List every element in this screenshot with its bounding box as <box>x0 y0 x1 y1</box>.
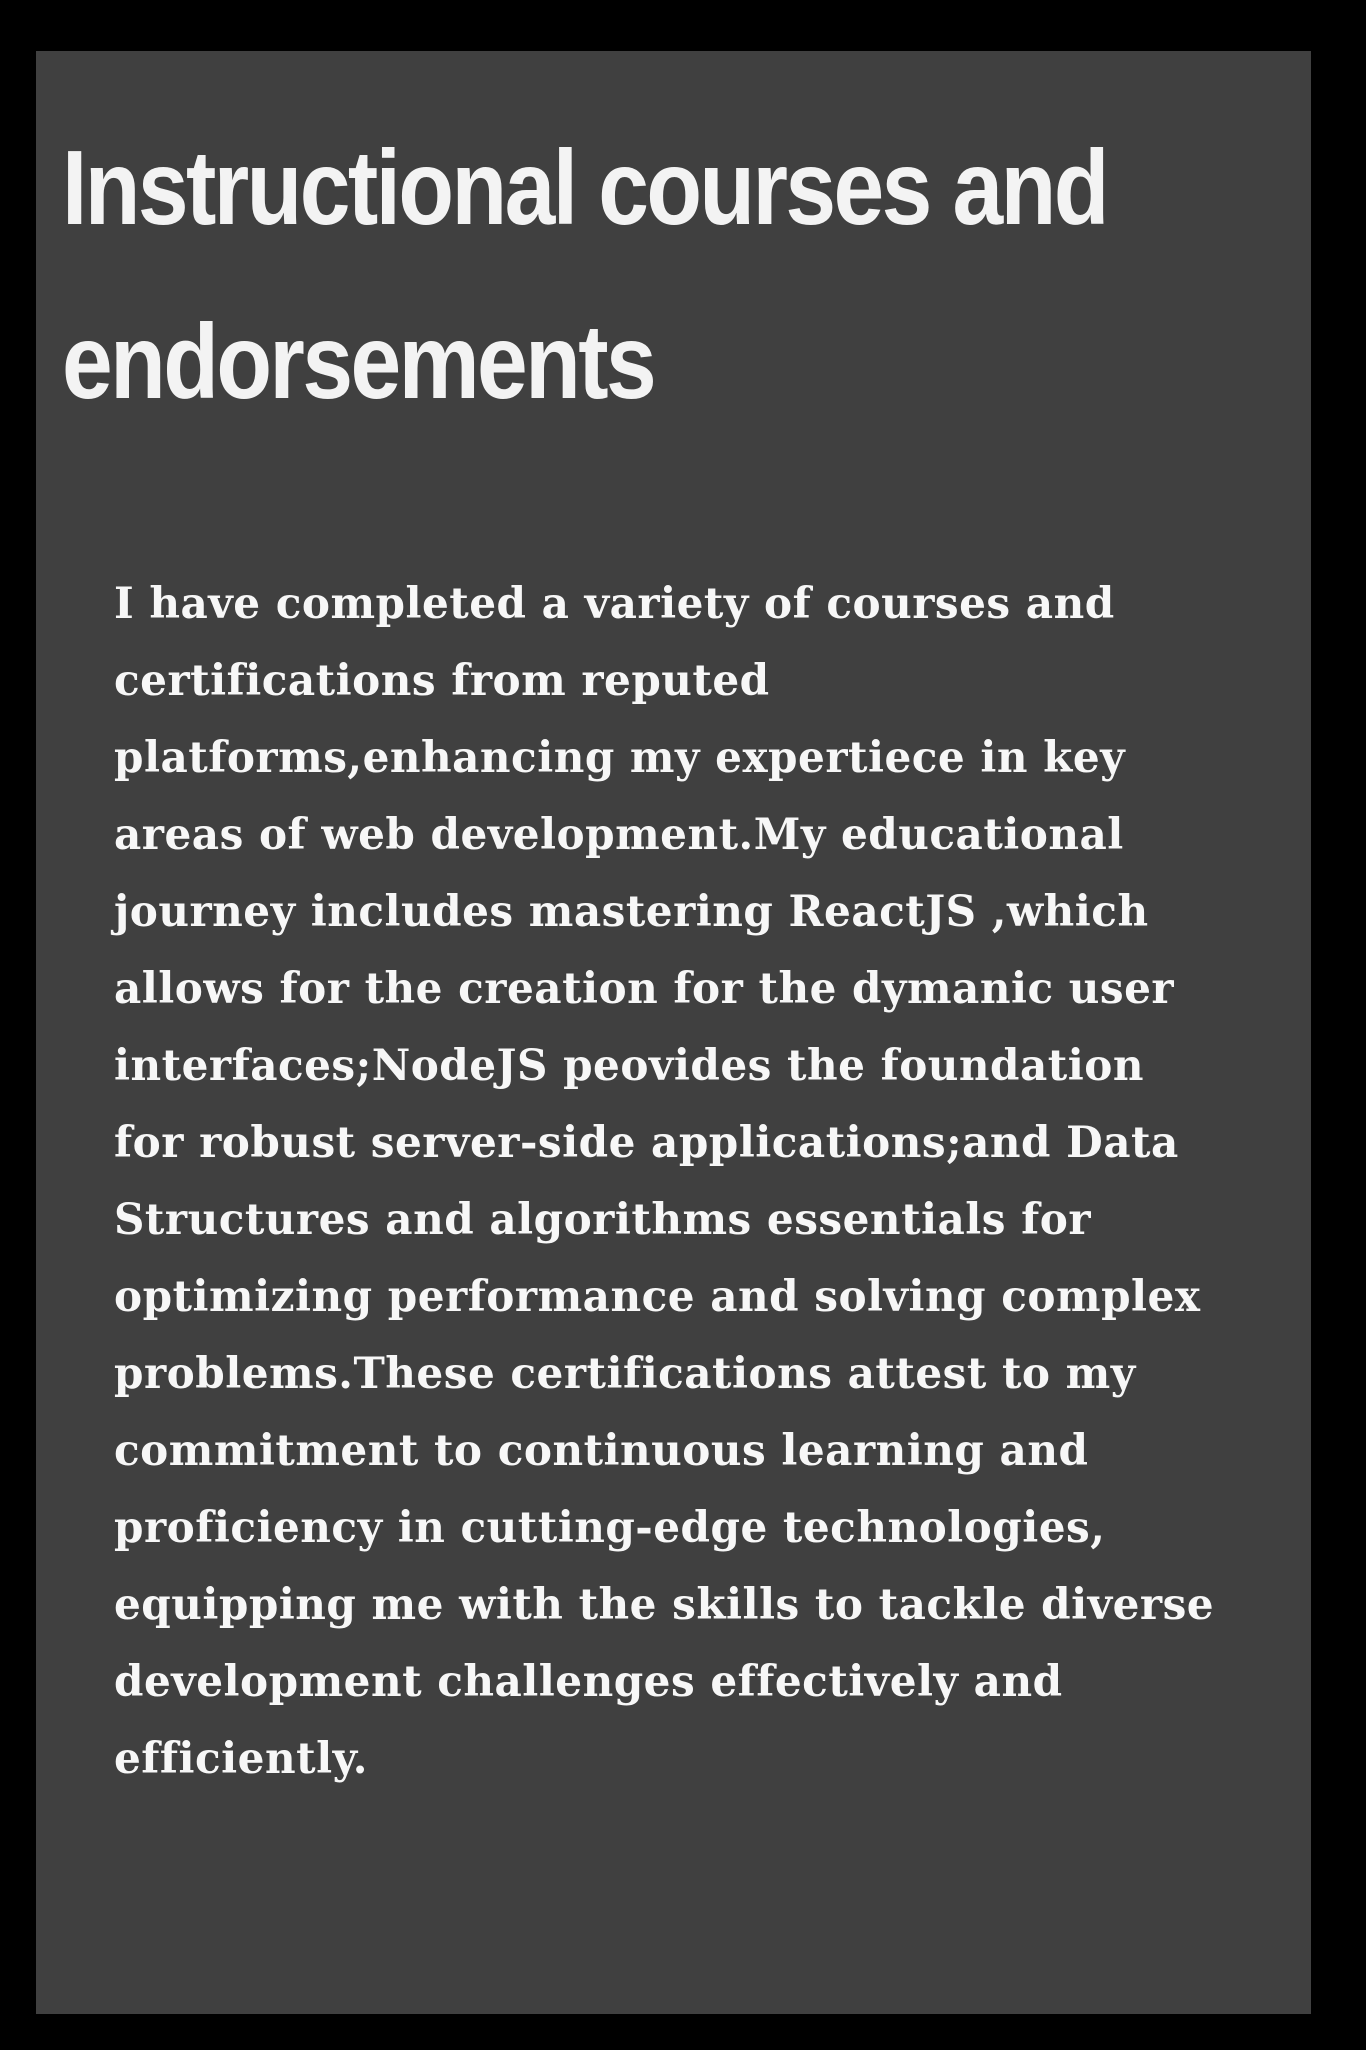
certifications-card <box>36 51 1311 2014</box>
section-title: Instructional courses and endorsements <box>62 129 1107 421</box>
section-description: I have completed a variety of courses and certifications from reputed platforms,enhancing my expertiece in key areas of web development.My educational journey includes mastering ReactJS ,which allows for the creation for the dymanic user interfaces;NodeJS peovides the foundation for robust server-side applications;and Data Structures and algorithms essentials for optimizing performance and solving complex problems.These certifications attest to my commitment to continuous learning and proficiency in cutting-edge technologies, equipping me with the skills to tackle diverse development challenges effectively and efficiently. <box>114 579 1215 1784</box>
